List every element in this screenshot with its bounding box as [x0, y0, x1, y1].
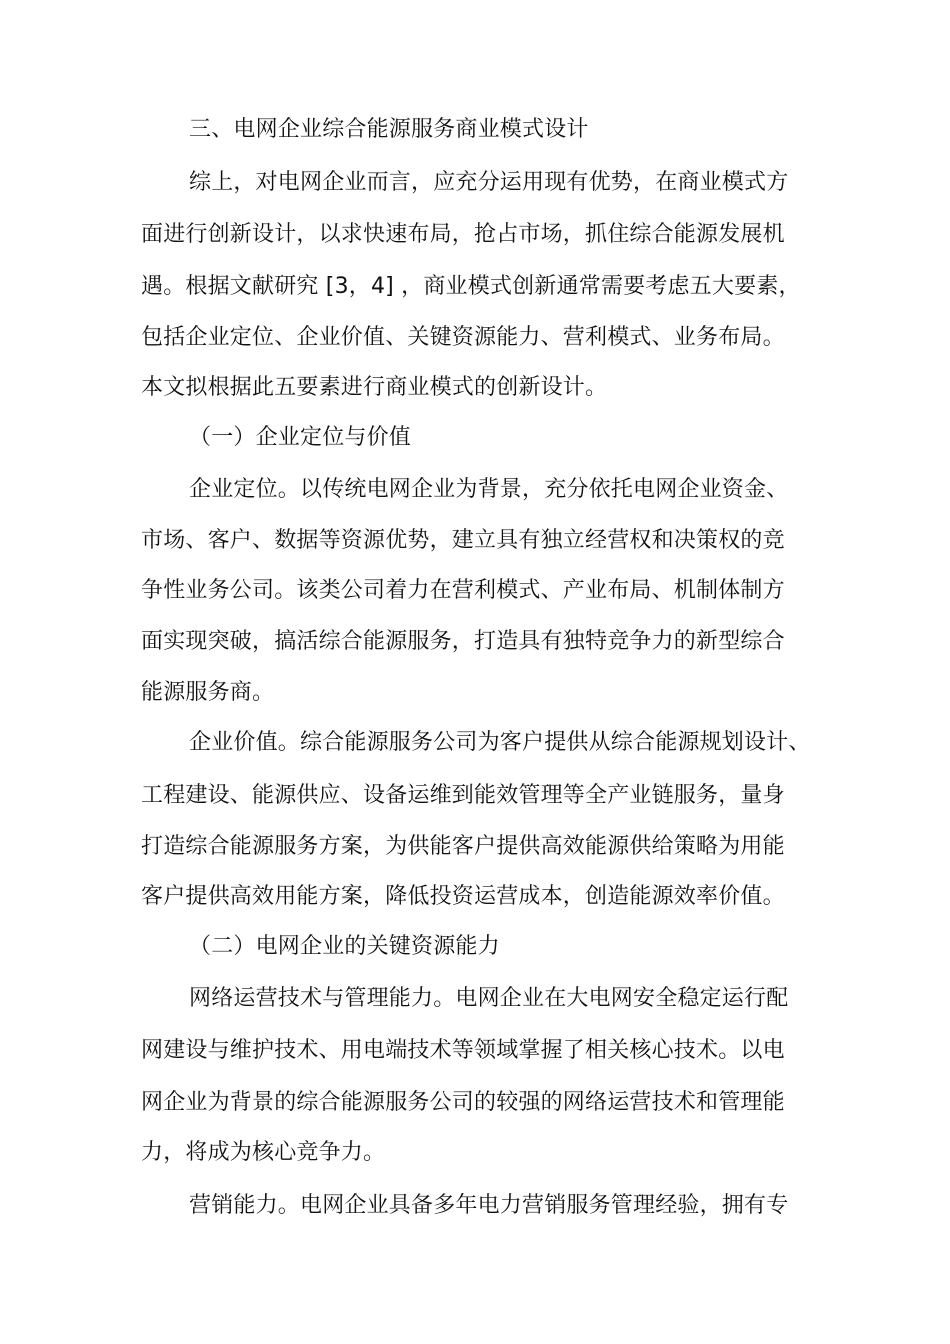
paragraph-line: 网企业为背景的综合能源服务公司的较强的网络运营技术和管理能: [141, 1090, 785, 1115]
paragraph-line: 网建设与维护技术、用电端技术等领域掌握了相关核心技术。以电: [141, 1038, 785, 1063]
subsection-heading: （一）企业定位与价值: [189, 425, 412, 450]
paragraph-line: 网络运营技术与管理能力。电网企业在大电网安全稳定运行配: [189, 986, 789, 1011]
section-heading: 三、电网企业综合能源服务商业模式设计: [189, 117, 589, 142]
paragraph-line: 营销能力。电网企业具备多年电力营销服务管理经验，拥有专: [189, 1193, 789, 1218]
paragraph-line: 本文拟根据此五要素进行商业模式的创新设计。: [141, 375, 608, 400]
paragraph-line: 打造综合能源服务方案，为供能客户提供高效能源供给策略为用能: [141, 834, 785, 859]
paragraph-line: 争性业务公司。该类公司着力在营利模式、产业布局、机制体制方: [141, 578, 785, 603]
paragraph-line: 综上，对电网企业而言，应充分运用现有优势，在商业模式方: [189, 170, 789, 195]
paragraph-line: 企业定位。以传统电网企业为背景，充分依托电网企业资金、: [189, 477, 789, 502]
paragraph-line: 企业价值。综合能源服务公司为客户提供从综合能源规划设计、: [189, 730, 811, 755]
paragraph-line: 遇。根据文献研究 [3，4] ，商业模式创新通常需要考虑五大要素，: [141, 274, 801, 299]
paragraph-line: 市场、客户、数据等资源优势，建立具有独立经营权和决策权的竞: [141, 528, 785, 553]
paragraph-line: 客户提供高效用能方案，降低投资运营成本，创造能源效率价值。: [141, 884, 785, 909]
paragraph-line: 工程建设、能源供应、设备运维到能效管理等全产业链服务，量身: [141, 783, 785, 808]
paragraph-line: 面实现突破，搞活综合能源服务，打造具有独特竞争力的新型综合: [141, 629, 785, 654]
paragraph-line: 面进行创新设计，以求快速布局，抢占市场，抓住综合能源发展机: [141, 222, 785, 247]
subsection-heading: （二）电网企业的关键资源能力: [189, 934, 500, 959]
paragraph-line: 能源服务商。: [141, 680, 275, 705]
paragraph-line: 包括企业定位、企业价值、关键资源能力、营利模式、业务布局。: [141, 325, 785, 350]
paragraph-line: 力，将成为核心竞争力。: [141, 1140, 386, 1165]
